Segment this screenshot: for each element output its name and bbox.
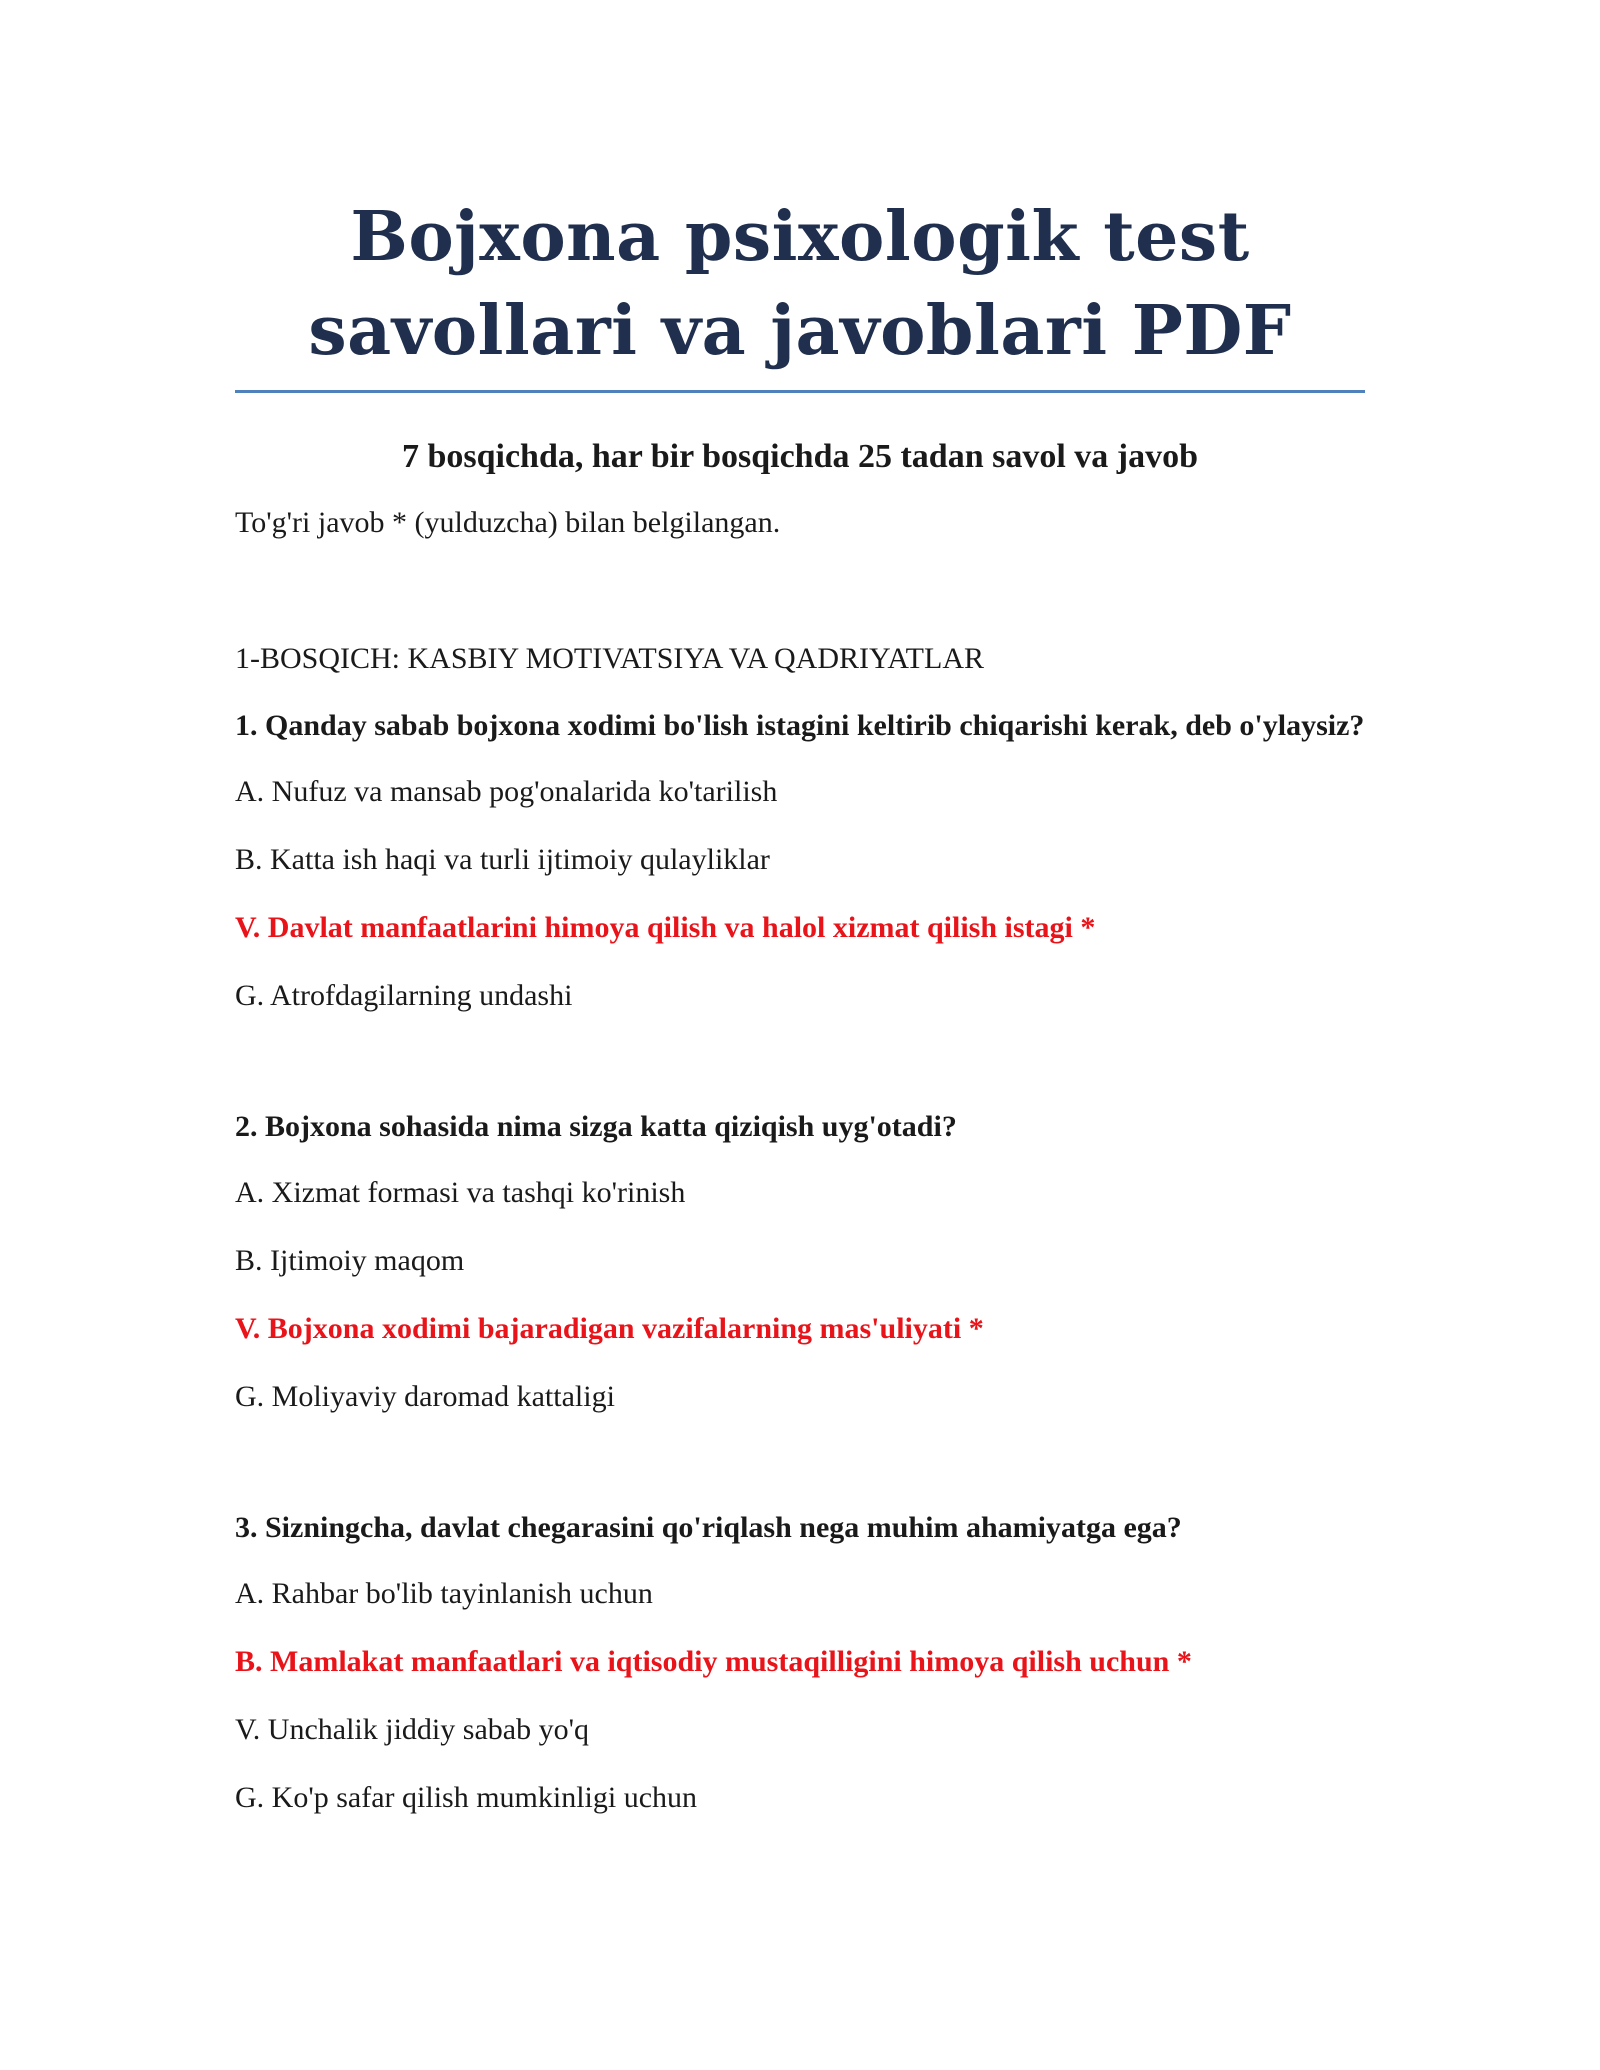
question-text: 2. Bojxona sohasida nima sizga katta qiziqish uyg'otadi? — [235, 1110, 957, 1143]
answer-option: A. Nufuz va mansab pog'onalarida ko'tarilish — [235, 775, 778, 808]
answer-key-note: To'g'ri javob * (yulduzcha) bilan belgilangan. — [235, 506, 781, 539]
section-heading: 1-BOSQICH: KASBIY MOTIVATSIYA VA QADRIYATLAR — [235, 642, 984, 675]
correct-answer-option: B. Mamlakat manfaatlari va iqtisodiy mustaqilligini himoya qilish uchun * — [235, 1645, 1192, 1678]
answer-option: G. Atrofdagilarning undashi — [235, 979, 573, 1012]
question-block — [235, 1507, 1365, 1818]
answer-option: V. Unchalik jiddiy sabab yo'q — [235, 1713, 589, 1746]
answer-option: G. Moliyaviy daromad kattaligi — [235, 1380, 615, 1413]
title-line-2: savollari va javoblari PDF — [308, 291, 1292, 371]
answer-option: G. Ko'p safar qilish mumkinligi uchun — [235, 1781, 698, 1814]
title-line-1: Bojxona psixologik test — [350, 197, 1250, 277]
title-divider — [235, 390, 1365, 393]
question-list — [235, 705, 1365, 1818]
correct-answer-option: V. Bojxona xodimi bajaradigan vazifalarning mas'uliyati * — [235, 1312, 984, 1345]
question-block — [235, 705, 1365, 1016]
question-block — [235, 1106, 1365, 1417]
answer-option: B. Katta ish haqi va turli ijtimoiy qulayliklar — [235, 843, 770, 876]
answer-option: B. Ijtimoiy maqom — [235, 1244, 465, 1277]
question-text: 3. Sizningcha, davlat chegarasini qo'riqlash nega muhim ahamiyatga ega? — [235, 1511, 1182, 1544]
answer-option: A. Rahbar bo'lib tayinlanish uchun — [235, 1577, 653, 1610]
answer-option: A. Xizmat formasi va tashqi ko'rinish — [235, 1176, 686, 1209]
document-title — [235, 0, 1365, 378]
question-text: 1. Qanday sabab bojxona xodimi bo'lish istagini keltirib chiqarishi kerak, deb o'ylaysiz? — [235, 709, 1365, 742]
document-subtitle: 7 bosqichda, har bir bosqichda 25 tadan savol va javob — [401, 438, 1199, 475]
correct-answer-option: V. Davlat manfaatlarini himoya qilish va halol xizmat qilish istagi * — [235, 911, 1096, 944]
